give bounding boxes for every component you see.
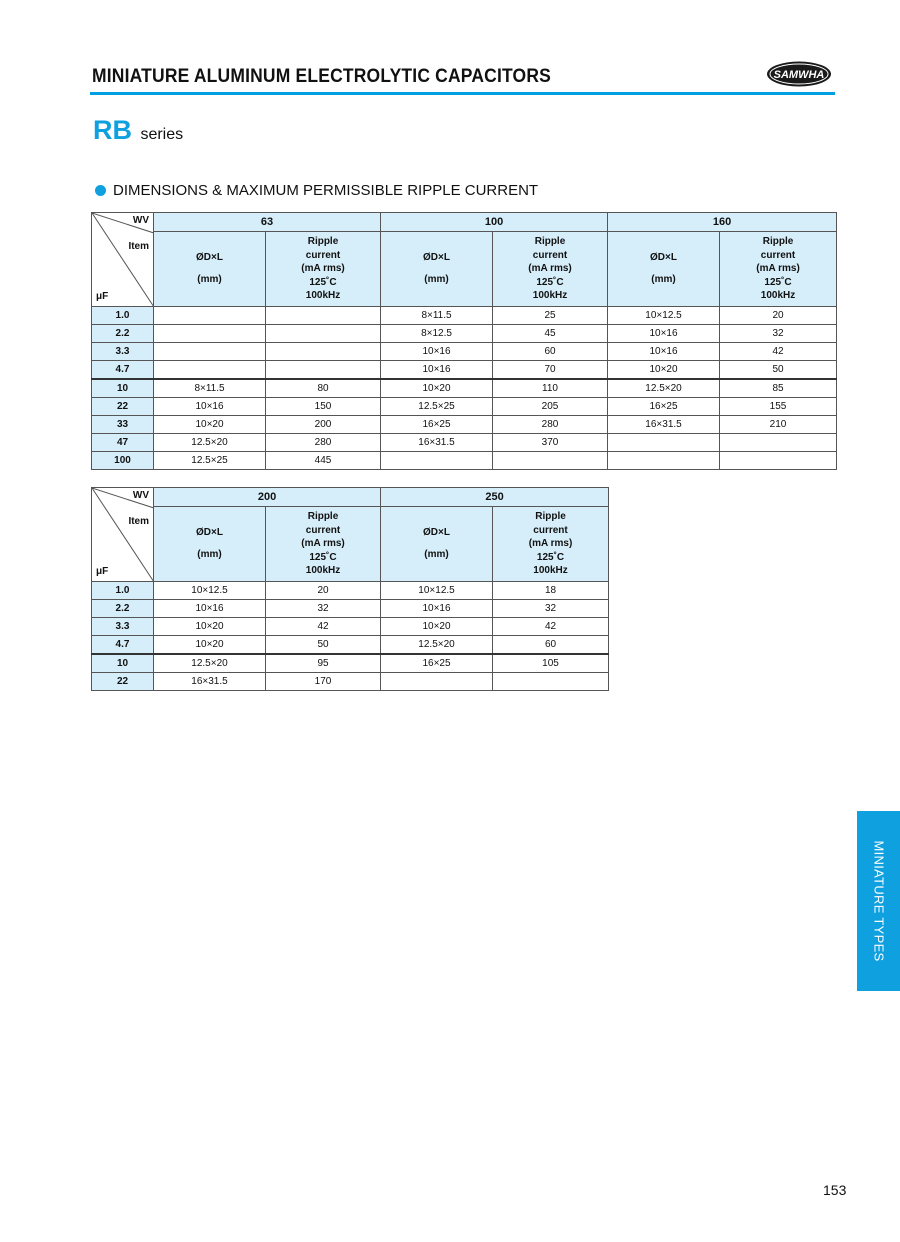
ripple-cell: 50 — [266, 636, 381, 655]
capacitance-cell: 22 — [92, 673, 154, 691]
item-label: Item — [128, 241, 149, 252]
column-header-row — [92, 507, 609, 582]
ripple-cell: 280 — [493, 416, 608, 434]
table-row — [92, 636, 609, 655]
table-row — [92, 600, 609, 618]
capacitance-cell: 22 — [92, 398, 154, 416]
capacitance-cell: 2.2 — [92, 600, 154, 618]
ripple-cell: 32 — [493, 600, 609, 618]
dimension-cell: 8×11.5 — [381, 307, 493, 325]
capacitance-cell: 10 — [92, 654, 154, 673]
uf-label: μF — [96, 566, 109, 577]
dimension-cell: 12.5×20 — [154, 654, 266, 673]
table-row — [92, 673, 609, 691]
table-body — [92, 582, 609, 691]
ripple-header-line: (mA rms) — [301, 263, 345, 275]
ripple-header-line: Ripple — [762, 236, 794, 248]
page-number: 153 — [823, 1182, 847, 1198]
table-body — [92, 307, 837, 470]
ripple-header-line: Ripple — [535, 511, 566, 523]
ripple-header-line: 100kHz — [532, 290, 568, 302]
dimension-cell — [381, 673, 493, 691]
dimension-cell — [154, 361, 266, 380]
series-code: RB — [93, 115, 132, 145]
dimension-header — [381, 507, 493, 582]
ripple-table-1 — [91, 212, 837, 470]
column-header-row — [92, 232, 837, 307]
ripple-header-line: Ripple — [307, 511, 339, 523]
dimension-cell: 10×16 — [381, 600, 493, 618]
ripple-header-line: current — [533, 524, 568, 536]
ripple-header — [266, 232, 381, 307]
ripple-cell: 155 — [720, 398, 837, 416]
ripple-cell: 32 — [266, 600, 381, 618]
dimension-cell: 8×11.5 — [154, 379, 266, 398]
capacitance-cell: 100 — [92, 452, 154, 470]
dimension-cell: 10×12.5 — [154, 582, 266, 600]
voltage-header: 250 — [381, 488, 609, 507]
ripple-cell — [266, 307, 381, 325]
ripple-cell: 95 — [266, 654, 381, 673]
ripple-cell: 110 — [493, 379, 608, 398]
ripple-header-line: 100kHz — [305, 565, 341, 577]
ripple-cell — [266, 343, 381, 361]
dimension-cell: 10×16 — [608, 325, 720, 343]
dimension-cell: 16×25 — [608, 398, 720, 416]
dimension-header — [154, 232, 266, 307]
dimension-symbol: ØD×L — [650, 252, 677, 263]
dimension-unit: (mm) — [424, 549, 449, 560]
dimension-cell: 12.5×20 — [381, 636, 493, 655]
ripple-cell — [720, 452, 837, 470]
dimension-cell: 16×25 — [381, 654, 493, 673]
series-title — [93, 115, 183, 146]
table-row — [92, 325, 837, 343]
dimension-cell: 10×20 — [608, 361, 720, 380]
dimension-cell: 10×16 — [154, 600, 266, 618]
ripple-cell: 18 — [493, 582, 609, 600]
ripple-header-line: (mA rms) — [528, 538, 573, 550]
dimension-cell: 16×31.5 — [381, 434, 493, 452]
ripple-cell: 105 — [493, 654, 609, 673]
dimension-cell — [381, 452, 493, 470]
side-tab-label: MINIATURE TYPES — [871, 840, 886, 962]
ripple-cell: 60 — [493, 343, 608, 361]
dimension-cell — [608, 452, 720, 470]
voltage-header: 200 — [154, 488, 381, 507]
capacitance-cell: 2.2 — [92, 325, 154, 343]
ripple-header-line: (mA rms) — [756, 263, 800, 275]
dimension-cell — [608, 434, 720, 452]
dimension-cell: 12.5×20 — [154, 434, 266, 452]
dimension-cell: 10×16 — [381, 343, 493, 361]
ripple-header-line: (mA rms) — [528, 263, 572, 275]
dimension-unit: (mm) — [651, 274, 676, 285]
dimension-cell: 10×12.5 — [608, 307, 720, 325]
table-row — [92, 654, 609, 673]
wv-label: WV — [132, 490, 149, 501]
ripple-cell: 150 — [266, 398, 381, 416]
series-word: series — [140, 126, 184, 143]
dimension-cell: 10×16 — [154, 398, 266, 416]
table-row — [92, 416, 837, 434]
capacitance-cell: 3.3 — [92, 343, 154, 361]
ripple-cell: 20 — [720, 307, 837, 325]
ripple-cell: 210 — [720, 416, 837, 434]
ripple-cell: 445 — [266, 452, 381, 470]
table-row — [92, 307, 837, 325]
capacitance-cell: 3.3 — [92, 618, 154, 636]
ripple-cell — [493, 452, 608, 470]
ripple-header — [266, 507, 381, 582]
ripple-header — [720, 232, 837, 307]
dimension-cell: 10×20 — [154, 636, 266, 655]
section-heading — [95, 182, 538, 199]
capacitance-cell: 10 — [92, 379, 154, 398]
voltage-header: 63 — [154, 213, 381, 232]
capacitance-cell: 1.0 — [92, 582, 154, 600]
dimension-cell: 10×16 — [608, 343, 720, 361]
capacitance-cell: 47 — [92, 434, 154, 452]
ripple-cell: 32 — [720, 325, 837, 343]
table-row — [92, 343, 837, 361]
document-title: MINIATURE ALUMINUM ELECTROLYTIC CAPACITORS — [92, 66, 551, 87]
dimension-cell: 12.5×25 — [381, 398, 493, 416]
ripple-header-line: current — [305, 524, 341, 536]
dimension-symbol: ØD×L — [196, 252, 223, 263]
ripple-cell — [266, 325, 381, 343]
ripple-cell: 85 — [720, 379, 837, 398]
capacitance-cell: 1.0 — [92, 307, 154, 325]
dimension-unit: (mm) — [197, 549, 222, 560]
dimension-header — [608, 232, 720, 307]
header-rule — [90, 92, 835, 95]
ripple-cell: 280 — [266, 434, 381, 452]
dimension-cell: 10×20 — [154, 416, 266, 434]
side-tab — [857, 811, 900, 991]
table-row — [92, 379, 837, 398]
dimension-unit: (mm) — [424, 274, 449, 285]
ripple-cell: 205 — [493, 398, 608, 416]
dimension-cell: 10×20 — [381, 618, 493, 636]
dimension-cell: 8×12.5 — [381, 325, 493, 343]
ripple-cell: 42 — [266, 618, 381, 636]
ripple-cell — [493, 673, 609, 691]
table-row — [92, 452, 837, 470]
capacitance-cell: 4.7 — [92, 636, 154, 655]
ripple-header-line: 100kHz — [760, 290, 796, 302]
table-row — [92, 582, 609, 600]
table-row — [92, 618, 609, 636]
dimension-header — [154, 507, 266, 582]
dimension-header — [381, 232, 493, 307]
ripple-cell: 60 — [493, 636, 609, 655]
dimension-cell: 16×31.5 — [608, 416, 720, 434]
ripple-header-line: Ripple — [307, 236, 339, 248]
ripple-header-line: current — [532, 249, 568, 261]
ripple-cell: 70 — [493, 361, 608, 380]
ripple-header-line: Ripple — [534, 236, 566, 248]
ripple-header-line: 125˚C — [536, 551, 565, 563]
ripple-cell — [266, 361, 381, 380]
bullet-icon — [95, 185, 106, 196]
dimension-symbol: ØD×L — [423, 252, 450, 263]
corner-header — [92, 213, 154, 307]
dimension-cell: 10×16 — [381, 361, 493, 380]
ripple-table-2 — [91, 487, 609, 691]
dimension-cell: 12.5×20 — [608, 379, 720, 398]
ripple-cell: 370 — [493, 434, 608, 452]
dimension-unit: (mm) — [197, 274, 222, 285]
ripple-cell — [720, 434, 837, 452]
table-row — [92, 434, 837, 452]
dimension-cell: 10×20 — [154, 618, 266, 636]
capacitance-cell: 33 — [92, 416, 154, 434]
ripple-cell: 25 — [493, 307, 608, 325]
ripple-header-line: 125˚C — [536, 276, 564, 288]
section-heading-text: DIMENSIONS & MAXIMUM PERMISSIBLE RIPPLE CURRENT — [113, 182, 539, 199]
voltage-header: 100 — [381, 213, 608, 232]
ripple-cell: 42 — [720, 343, 837, 361]
ripple-header — [493, 232, 608, 307]
dimension-cell: 16×25 — [381, 416, 493, 434]
item-label: Item — [128, 516, 149, 527]
ripple-header-line: (mA rms) — [301, 538, 345, 550]
ripple-cell: 20 — [266, 582, 381, 600]
samwha-logo — [766, 60, 832, 88]
ripple-header-line: 125˚C — [309, 276, 337, 288]
ripple-header — [493, 507, 609, 582]
ripple-header-line: current — [305, 249, 341, 261]
logo-text: SAMWHA — [773, 69, 825, 81]
ripple-cell: 200 — [266, 416, 381, 434]
ripple-cell: 45 — [493, 325, 608, 343]
dimension-symbol: ØD×L — [196, 527, 223, 538]
dimension-cell — [154, 343, 266, 361]
dimension-cell — [154, 325, 266, 343]
wv-label: WV — [132, 215, 149, 226]
voltage-header: 160 — [608, 213, 837, 232]
ripple-header-line: 100kHz — [533, 565, 568, 577]
dimension-cell: 12.5×25 — [154, 452, 266, 470]
ripple-cell: 42 — [493, 618, 609, 636]
dimension-cell: 10×12.5 — [381, 582, 493, 600]
ripple-header-line: 100kHz — [305, 290, 341, 302]
corner-header — [92, 488, 154, 582]
dimension-symbol: ØD×L — [423, 527, 450, 538]
dimension-cell: 16×31.5 — [154, 673, 266, 691]
ripple-cell: 80 — [266, 379, 381, 398]
ripple-header-line: 125˚C — [309, 551, 337, 563]
table-row — [92, 361, 837, 380]
dimension-cell — [154, 307, 266, 325]
dimension-cell: 10×20 — [381, 379, 493, 398]
uf-label: μF — [96, 291, 109, 302]
ripple-cell: 50 — [720, 361, 837, 380]
ripple-cell: 170 — [266, 673, 381, 691]
ripple-header-line: current — [760, 249, 796, 261]
table-row — [92, 398, 837, 416]
capacitance-cell: 4.7 — [92, 361, 154, 380]
ripple-header-line: 125˚C — [764, 276, 792, 288]
